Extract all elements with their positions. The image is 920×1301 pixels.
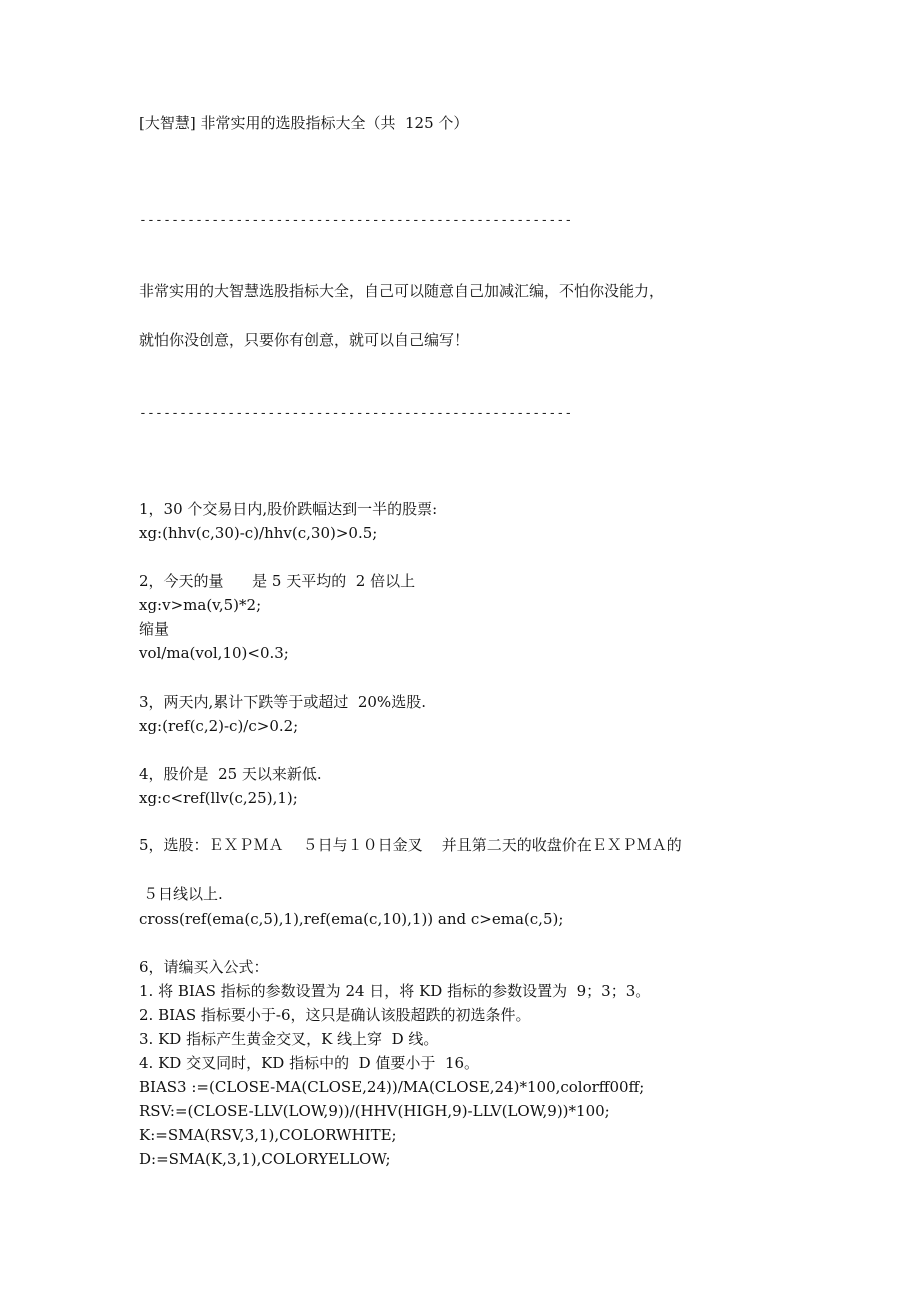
section-3-formula: xg:(ref(c,2)-c)/c>0.2; [139, 717, 299, 735]
intro-line-2: 就怕你没创意，只要你有创意，就可以自己编写！ [139, 331, 470, 349]
section-4-heading: 4，股价是 25 天以来新低. [139, 765, 322, 783]
section-5-heading: 5，选股：ＥＸＰＭＡ ５日与１０日金叉 并且第二天的收盘价在ＥＸＰＭＡ的 [139, 836, 682, 854]
section-3-heading: 3，两天内,累计下跌等于或超过 20%选股. [139, 693, 426, 711]
section-2-formula-2: vol/ma(vol,10)<0.3; [139, 644, 289, 662]
section-1-formula: xg:(hhv(c,30)-c)/hhv(c,30)>0.5; [139, 524, 378, 542]
intro-line-1: 非常实用的大智慧选股指标大全，自己可以随意自己加减汇编，不怕你没能力， [139, 282, 665, 300]
section-6-step-4: 4. KD 交叉同时，KD 指标中的 D 值要小于 16。 [139, 1054, 480, 1072]
document-title: [大智慧] 非常实用的选股指标大全（共 125 个） [139, 114, 469, 132]
section-6-step-2: 2. BIAS 指标要小于-6，这只是确认该股超跌的初选条件。 [139, 1006, 531, 1024]
section-6-code-k: K:=SMA(RSV,3,1),COLORWHITE; [139, 1126, 397, 1144]
section-5-heading-cont: ５日线以上. [143, 885, 223, 903]
section-2-formula: xg:v>ma(v,5)*2; [139, 596, 262, 614]
separator-line-top: ------------------------------------------------------ [139, 213, 573, 228]
section-5-formula: cross(ref(ema(c,5),1),ref(ema(c,10),1)) and c>ema(c,5); [139, 910, 564, 928]
section-2-subheading: 缩量 [139, 620, 170, 638]
section-6-code-rsv: RSV:=(CLOSE-LLV(LOW,9))/(HHV(HIGH,9)-LLV(LOW,9))*100; [139, 1102, 610, 1120]
section-2-heading: 2，今天的量 是 5 天平均的 2 倍以上 [139, 572, 416, 590]
section-6-code-d: D:=SMA(K,3,1),COLORYELLOW; [139, 1150, 391, 1168]
section-4-formula: xg:c<ref(llv(c,25),1); [139, 789, 298, 807]
separator-line-bottom: ------------------------------------------------------ [139, 406, 573, 421]
section-1-heading: 1，30 个交易日内,股价跌幅达到一半的股票: [139, 500, 438, 518]
section-6-heading: 6，请编买入公式： [139, 958, 269, 976]
section-6-step-1: 1. 将 BIAS 指标的参数设置为 24 日，将 KD 指标的参数设置为 9；3；3。 [139, 982, 651, 1000]
section-6-code-bias3: BIAS3 :=(CLOSE-MA(CLOSE,24))/MA(CLOSE,24)*100,colorff00ff; [139, 1078, 645, 1096]
section-6-step-3: 3. KD 指标产生黄金交叉，K 线上穿 D 线。 [139, 1030, 439, 1048]
